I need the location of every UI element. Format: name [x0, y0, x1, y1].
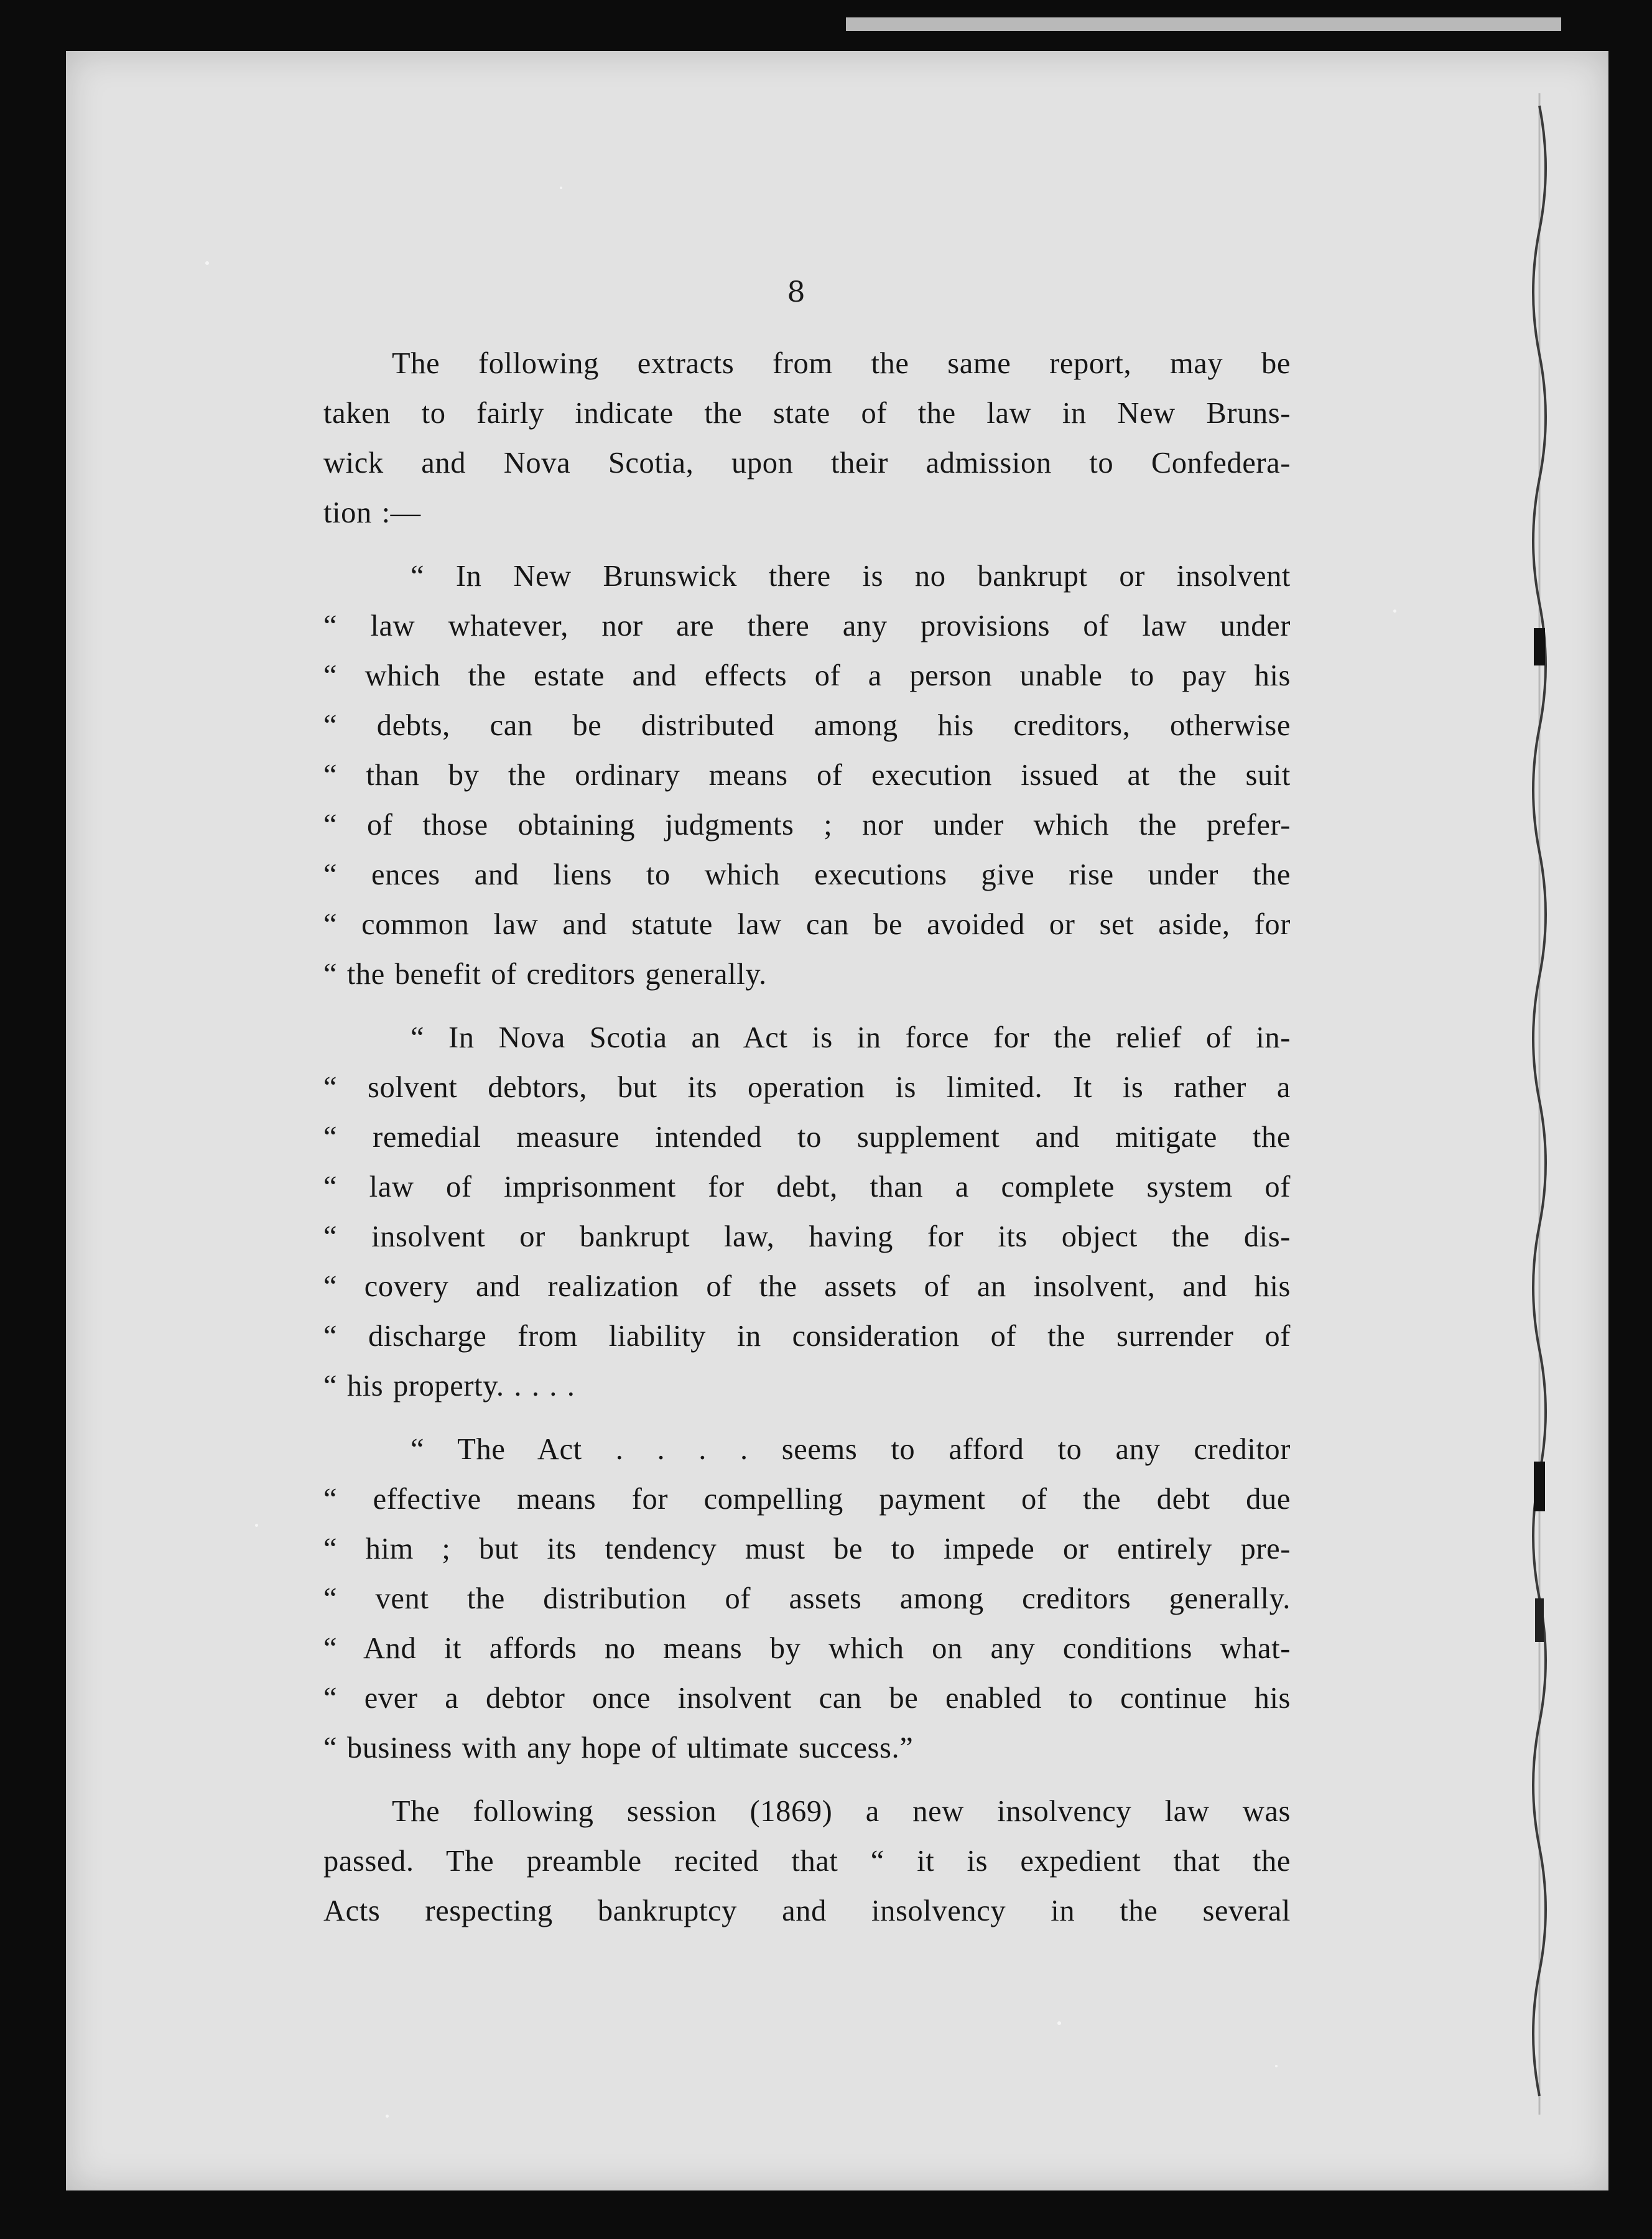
text-line: “ effective means for compelling payment of the debt due — [323, 1483, 1291, 1516]
text-line: “ remedial measure intended to supplement and mitigate the — [323, 1121, 1291, 1154]
body-text — [323, 339, 1291, 1936]
text-line: “ In New Brunswick there is no bankrupt or insolvent — [411, 560, 1291, 593]
text-line: “ In Nova Scotia an Act is in force for the relief of in- — [411, 1021, 1291, 1054]
text-line: “ common law and statute law can be avoided or set aside, for — [323, 908, 1291, 941]
text-line: The following session (1869) a new insolvency law was — [392, 1795, 1291, 1828]
text-line: “ business with any hope of ultimate success.” — [323, 1731, 914, 1764]
text-line: “ The Act . . . . seems to afford to any creditor — [411, 1433, 1291, 1466]
dust-speck — [1057, 2021, 1061, 2025]
dust-speck — [1393, 610, 1396, 613]
text-line: wick and Nova Scotia, upon their admission to Confedera- — [323, 447, 1291, 480]
text-line: “ ences and liens to which executions give rise under the — [323, 858, 1291, 891]
text-line: “ discharge from liability in consideration of the surrender of — [323, 1320, 1291, 1353]
paragraph-quote-nova-scotia — [323, 1013, 1291, 1411]
text-line: “ debts, can be distributed among his creditors, otherwise — [323, 709, 1291, 742]
dust-speck — [386, 2115, 389, 2118]
text-line: passed. The preamble recited that “ it is expedient that the — [323, 1845, 1291, 1878]
dust-speck — [560, 187, 562, 189]
text-line: Acts respecting bankruptcy and insolvency in the several — [323, 1894, 1291, 1927]
text-line: “ vent the distribution of assets among creditors generally. — [323, 1582, 1291, 1615]
text-line: “ which the estate and effects of a person unable to pay his — [323, 659, 1291, 692]
text-line: “ the benefit of creditors generally. — [323, 958, 767, 991]
text-line: “ of those obtaining judgments ; nor under which the prefer- — [323, 809, 1291, 841]
text-line: taken to fairly indicate the state of the law in New Bruns- — [323, 397, 1291, 430]
text-line: “ solvent debtors, but its operation is limited. It is rather a — [323, 1071, 1291, 1104]
text-line: tion :— — [323, 496, 421, 529]
dust-speck — [1275, 2065, 1278, 2067]
page-number: 8 — [787, 275, 805, 308]
text-line: The following extracts from the same report, may be — [392, 347, 1291, 380]
paragraph-quote-new-brunswick — [323, 552, 1291, 999]
text-line: “ covery and realization of the assets of an insolvent, and his — [323, 1270, 1291, 1303]
paragraph-quote-the-act — [323, 1425, 1291, 1773]
text-line: “ law of imprisonment for debt, than a complete system of — [323, 1170, 1291, 1203]
paragraph-1869-session — [323, 1787, 1291, 1936]
text-line: “ his property. . . . . — [323, 1370, 575, 1402]
text-line: “ him ; but its tendency must be to impede or entirely pre- — [323, 1532, 1291, 1565]
dust-speck — [255, 1524, 258, 1527]
text-line: “ insolvent or bankrupt law, having for its object the dis- — [323, 1220, 1291, 1253]
text-line: “ law whatever, nor are there any provisions of law under — [323, 610, 1291, 642]
text-line: “ ever a debtor once insolvent can be enabled to continue his — [323, 1682, 1291, 1715]
text-line: “ And it affords no means by which on any conditions what- — [323, 1632, 1291, 1665]
paragraph-intro — [323, 339, 1291, 538]
dust-speck — [205, 261, 209, 265]
paper-top-edge — [846, 17, 1561, 31]
binding-stitching — [1518, 93, 1561, 2115]
text-line: “ than by the ordinary means of execution issued at the suit — [323, 759, 1291, 792]
